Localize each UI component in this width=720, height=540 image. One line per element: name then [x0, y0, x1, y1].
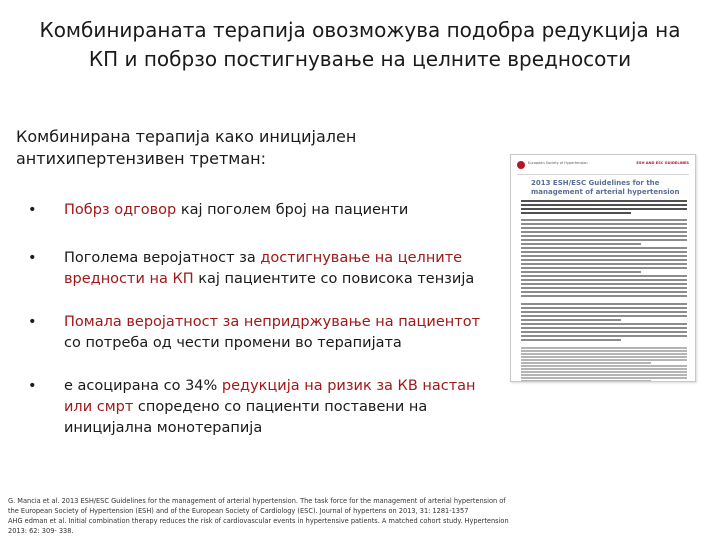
bullet-rest: кај поголем број на пациенти [176, 202, 409, 218]
journal-text-line [521, 255, 687, 257]
journal-text-line [521, 212, 631, 214]
bullet-text [64, 248, 494, 290]
journal-text-line [521, 353, 687, 355]
journal-text-line [521, 200, 687, 202]
journal-text-line [521, 327, 687, 329]
journal-society: European Society of Hypertension [528, 161, 588, 165]
journal-text-line [521, 227, 687, 229]
journal-text-line [521, 283, 687, 285]
journal-text-line [521, 219, 687, 221]
journal-text-line [521, 368, 687, 370]
journal-text-line [521, 303, 687, 305]
bullet-pre: е асоцирана со 34% [64, 378, 222, 394]
journal-text-line [521, 377, 687, 379]
journal-text-line [521, 287, 687, 289]
journal-header-divider [517, 174, 689, 175]
reference-line: AHG edman et al. Initial combination therapy reduces the risk of cardiovascular events in hypertensive patients. A matched cohort study. Hypertension [8, 517, 509, 525]
journal-text-line [521, 356, 687, 358]
journal-text-line [521, 311, 687, 313]
journal-text-line [521, 319, 621, 321]
journal-text-line [521, 251, 687, 253]
bullet-highlight: Помала веројатност за непридржување на пациентот [64, 314, 481, 330]
references [8, 496, 508, 536]
journal-badge: ESH AND ESC GUIDELINES [636, 161, 689, 165]
society-logo-icon [517, 161, 525, 169]
bullet-pre: Поголема веројатност за [64, 250, 261, 266]
journal-text-line [521, 239, 687, 241]
journal-text-line [521, 362, 651, 364]
journal-text-line [521, 223, 687, 225]
journal-text-line [521, 208, 687, 210]
bullet-dot: • [28, 250, 37, 266]
bullet-rest: со потреба од чести промени во терапијата [64, 335, 402, 351]
slide-title [20, 16, 700, 74]
journal-text-line [521, 315, 687, 317]
journal-text-line [521, 331, 687, 333]
slide-title-line-1: Комбинираната терапија овозможува подобра редукција на [39, 18, 681, 42]
bullet-highlight: редукција на ризик за КВ настан или смрт [64, 378, 476, 415]
journal-text-line [521, 350, 687, 352]
journal-text-line [521, 267, 687, 269]
journal-text-line [521, 365, 687, 367]
journal-text-line [521, 335, 687, 337]
bullet-highlight: Побрз одговор [64, 202, 177, 218]
journal-text-line [521, 295, 687, 297]
bullet-rest: споредено со пациенти поставени на иницијална монотерапија [64, 399, 428, 436]
journal-text-line [521, 235, 687, 237]
intro-line-2: антихипертензивен третман: [16, 149, 267, 168]
journal-text-line [521, 275, 687, 277]
journal-text-line [521, 231, 687, 233]
journal-text-line [521, 359, 687, 361]
journal-text-line [521, 371, 687, 373]
journal-text-line [521, 204, 687, 206]
bullet-text [64, 312, 494, 354]
intro-text [16, 126, 436, 170]
reference-line: 2013: 62: 309- 338. [8, 527, 74, 535]
journal-text-line [521, 323, 687, 325]
journal-text-line [521, 279, 687, 281]
journal-text-line [521, 339, 621, 341]
journal-text-line [521, 271, 641, 273]
bullet-text [64, 200, 494, 221]
bullet-dot: • [28, 314, 37, 330]
journal-page-thumbnail [510, 154, 696, 382]
bullet-highlight: достигнување на целните вредности на КП [64, 250, 463, 287]
reference-line: the European Society of Hypertension (ESH) and of the European Society of Cardiology (ESC). Journal of hypertens on 2013, 31: 1281-1357 [8, 507, 469, 515]
reference-line: G. Mancia et al. 2013 ESH/ESC Guidelines for the management of arterial hypertension. The task force for the management of arterial hypertension of [8, 497, 506, 505]
journal-title: 2013 ESH/ESC Guidelines for the management of arterial hypertension [531, 179, 680, 196]
journal-text-line [521, 374, 687, 376]
bullet-text [64, 376, 494, 439]
journal-text-line [521, 347, 687, 349]
bullet-dot: • [28, 202, 37, 218]
bullet-rest: кај пациентите со повисока тензија [193, 271, 475, 287]
bullet-dot: • [28, 378, 37, 394]
journal-text-line [521, 243, 641, 245]
slide-title-line-2: КП и побрзо постигнување на целните вредносоти [88, 47, 632, 71]
journal-text-line [521, 263, 687, 265]
intro-line-1: Комбинирана терапија како иницијален [16, 127, 357, 146]
journal-text-line [521, 247, 687, 249]
journal-text-line [521, 259, 687, 261]
journal-text-line [521, 291, 687, 293]
journal-text-line [521, 307, 687, 309]
journal-text-line [521, 380, 651, 382]
